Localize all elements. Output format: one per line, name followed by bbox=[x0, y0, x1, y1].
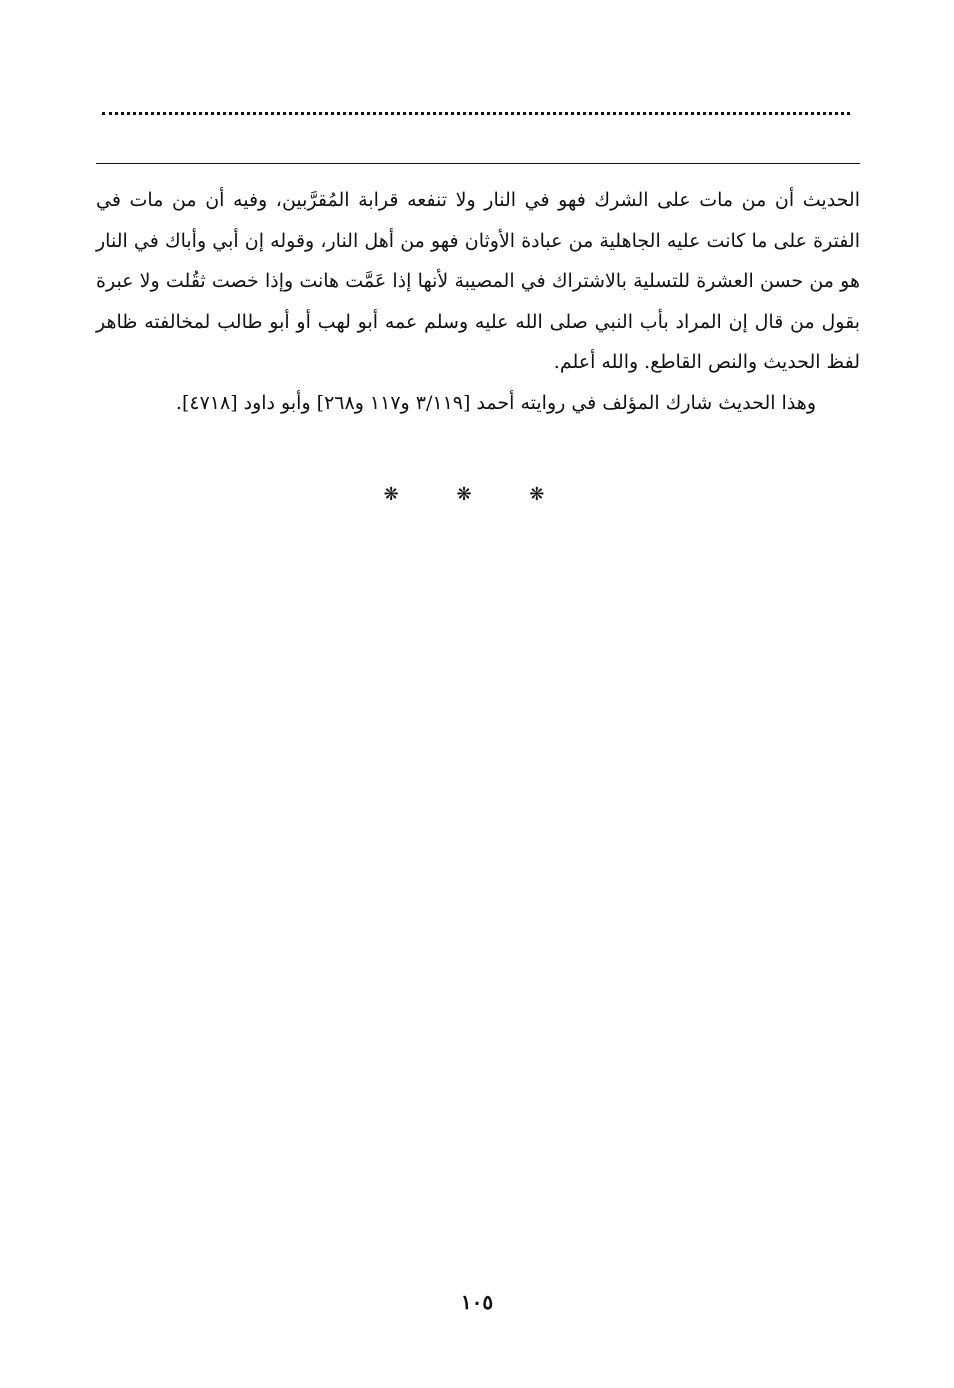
dotted-leader-line bbox=[102, 112, 850, 115]
star-ornament-icon: ❋ bbox=[383, 484, 425, 505]
footnote-separator-rule bbox=[96, 163, 860, 164]
source-reference-paragraph: وهذا الحديث شارك المؤلف في روايته أحمد [٣/١١٩ و١١٧ و٢٦٨] وأبو داود [٤٧١٨]. bbox=[175, 391, 816, 414]
section-separator-stars bbox=[0, 484, 954, 505]
commentary-text bbox=[96, 180, 860, 423]
commentary-paragraph: الحديث أن من مات على الشرك فهو في النار ولا تنفعه قرابة المُقرَّبين، وفيه أن من مات في الفترة على ما كانت عليه الجاهلية من عبادة الأوثان فهو من أهل النار، وقوله إن أبي وأباك في النار هو من حسن العشرة للتسلية بالاشتراك في المصيبة لأنها إذا عَمَّت هانت وإذا خصت ثقُلت ولا عبرة بقول من قال إن المراد بأب النبي صلى الله عليه وسلم عمه أبو لهب أو أبو طالب لمخالفته ظاهر لفظ الحديث والنص القاطع. والله أعلم. bbox=[96, 189, 860, 373]
page-number: ١٠٥ bbox=[460, 1290, 494, 1314]
star-ornament-icon: ❋ bbox=[456, 484, 498, 505]
star-ornament-icon: ❋ bbox=[529, 484, 571, 505]
